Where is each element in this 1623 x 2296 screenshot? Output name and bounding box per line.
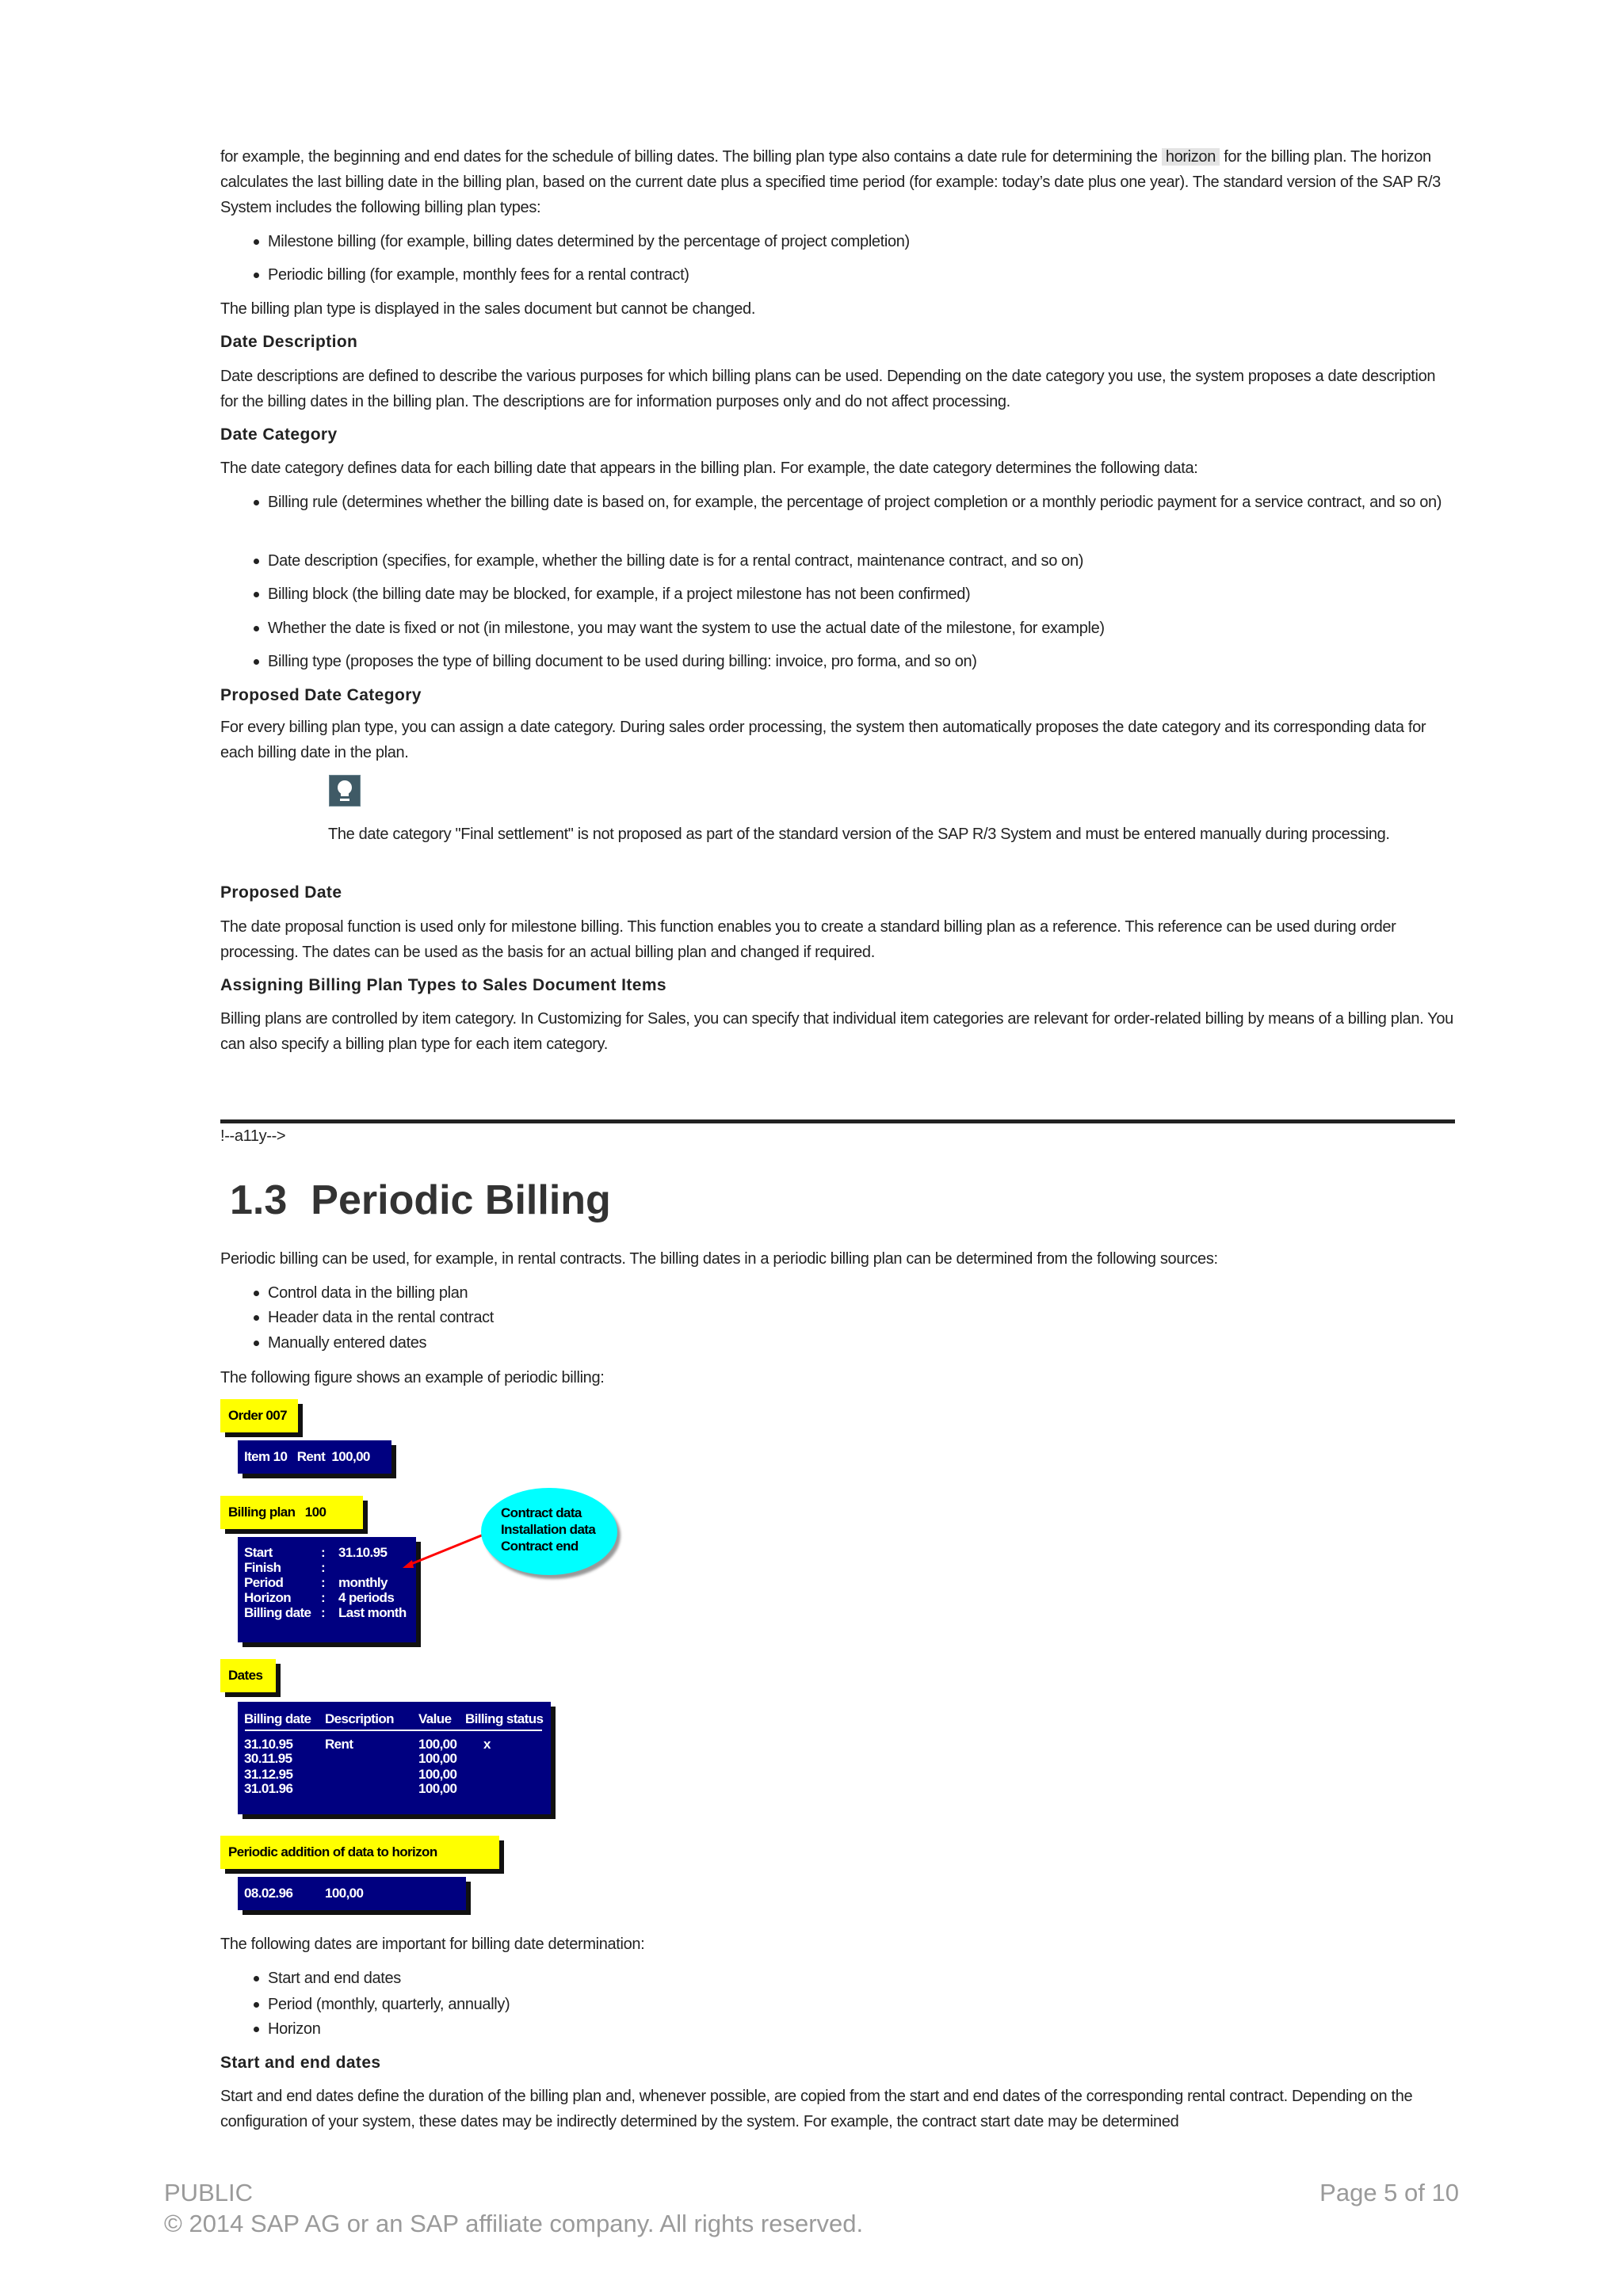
table-header: Billing status (465, 1711, 544, 1726)
list-item: Period (monthly, quarterly, annually) (268, 1992, 1457, 2017)
list-item: Manually entered dates (268, 1330, 1457, 1356)
added-value: 100,00 (325, 1886, 364, 1901)
heading-date-category: Date Category (220, 425, 338, 444)
billing-plan-details (238, 1537, 416, 1642)
table-cell: 30.11.95 (244, 1751, 292, 1766)
paragraph: For every billing plan type, you can assign a date category. During sales order processing, the system then automatically proposes the date category and its corresponding data for each billing date in the plan. (220, 719, 1426, 761)
item-text: Item 10 Rent 100,00 (244, 1449, 370, 1464)
billing-plan-label: Billing plan 100 (220, 1496, 363, 1529)
periodic-addition-label: Periodic addition of data to horizon (220, 1836, 499, 1869)
table-cell: 31.12.95 (244, 1767, 293, 1782)
list-item: Periodic billing (for example, monthly fees for a rental contract) (268, 262, 1457, 288)
plan-value: 31.10.95 (338, 1545, 388, 1560)
lightbulb-icon (329, 775, 361, 807)
table-header: Value (418, 1711, 452, 1726)
contract-data-callout (481, 1488, 617, 1575)
table-cell: 31.01.96 (244, 1781, 293, 1796)
list-item: Billing rule (determines whether the billing date is based on, for example, the percentage of project completion or a monthly periodic payment for a service contract, and so on) (268, 490, 1457, 515)
section-number: 1.3 (230, 1177, 288, 1223)
table-cell: 100,00 (418, 1751, 457, 1766)
paragraph: The following dates are important for billing date determination: (220, 1936, 645, 1953)
paragraph: Date descriptions are defined to describe the various purposes for which billing plans can be used. Depending on the date category you use, the system proposes a date description for the billing dates in the billing plan. The descriptions are for information purposes only and do not affect processing. (220, 368, 1436, 410)
dates-label: Dates (220, 1659, 276, 1692)
intro-paragraph (220, 144, 1457, 220)
added-date-box (238, 1877, 466, 1910)
list-item: Billing type (proposes the type of billing document to be used during billing: invoice, pro forma, and so on) (268, 649, 1457, 674)
callout-line: Contract end (501, 1539, 579, 1554)
table-cell: Rent (325, 1737, 353, 1752)
table-header-rule (245, 1730, 542, 1731)
table-header: Description (325, 1711, 394, 1726)
footer-page-number: Page 5 of 10 (1319, 2179, 1459, 2206)
heading-proposed-date-category: Proposed Date Category (220, 686, 422, 704)
paragraph: The date proposal function is used only for milestone billing. This function enables you to create a standard billing plan as a reference. This reference can be used during order processing. The dates can be used as the basis for an actual billing plan and changed if required. (220, 918, 1396, 961)
plan-label: Horizon (244, 1590, 292, 1605)
heading-assigning: Assigning Billing Plan Types to Sales Document Items (220, 976, 667, 994)
plan-value: Last month (338, 1605, 407, 1620)
paragraph: The date category defines data for each billing date that appears in the billing plan. For example, the date category determines the following data: (220, 460, 1198, 477)
table-header: Billing date (244, 1711, 311, 1726)
a11y-marker: !--a11y--> (220, 1127, 286, 1145)
paragraph: The billing plan type is displayed in the sales document but cannot be changed. (220, 300, 756, 318)
footer-copyright: © 2014 SAP AG or an SAP affiliate company. All rights reserved. (164, 2210, 864, 2237)
list-item: Header data in the rental contract (268, 1305, 1457, 1330)
list-item: Billing block (the billing date may be blocked, for example, if a project milestone has not been confirmed) (268, 582, 1457, 607)
plan-label: Start (244, 1545, 273, 1560)
table-cell: 100,00 (418, 1767, 457, 1782)
callout-line: Contract data (501, 1505, 582, 1520)
table-cell: x (483, 1737, 491, 1752)
added-date: 08.02.96 (244, 1886, 293, 1901)
paragraph: Start and end dates define the duration of the billing plan and, whenever possible, are copied from the start and end dates of the corresponding rental contract. Depending on the configuration of your system, these dates may be indirectly determined by the system. For example, the contract start date may be determined (220, 2088, 1413, 2130)
plan-label: Period (244, 1575, 284, 1590)
plan-value: monthly (338, 1575, 388, 1590)
dates-table (238, 1702, 551, 1814)
paragraph: The following figure shows an example of periodic billing: (220, 1369, 605, 1386)
plan-label: Billing date (244, 1605, 311, 1620)
list-item: Date description (specifies, for example, whether the billing date is for a rental contract, maintenance contract, and so on) (268, 548, 1457, 574)
section-title-text: Periodic Billing (311, 1177, 611, 1223)
horizon-term-highlight: horizon (1162, 148, 1220, 166)
list-item: Control data in the billing plan (268, 1280, 1457, 1306)
list-item: Milestone billing (for example, billing dates determined by the percentage of project completion) (268, 229, 1457, 254)
footer-classification: PUBLIC (164, 2179, 253, 2206)
table-cell: 100,00 (418, 1781, 457, 1796)
section-title (230, 1173, 611, 1228)
table-cell: 31.10.95 (244, 1737, 293, 1752)
list-item: Whether the date is fixed or not (in milestone, you may want the system to use the actual date of the milestone, for example) (268, 616, 1457, 641)
table-cell: 100,00 (418, 1737, 457, 1752)
order-label: Order 007 (220, 1399, 298, 1432)
list-item: Horizon (268, 2016, 1457, 2042)
callout-line: Installation data (501, 1522, 596, 1537)
heading-proposed-date: Proposed Date (220, 883, 342, 902)
paragraph: Billing plans are controlled by item category. In Customizing for Sales, you can specify that individual item categories are relevant for order-related billing by means of a billing plan. You can also specify a billing plan type for each item category. (220, 1010, 1453, 1053)
plan-colons: : : : : : (321, 1545, 326, 1620)
red-arrow-icon (396, 1525, 491, 1573)
list-item: Start and end dates (268, 1966, 1457, 1991)
heading-start-end-dates: Start and end dates (220, 2054, 381, 2072)
item-box (238, 1440, 391, 1474)
intro-text-cont: for the billing plan. The horizon calculates the last billing date in the billing plan, based on the current date plus a specified time period (for example: today’s date plus one year). The standard version of the SAP R/3 System includes the following billing plan types: (220, 148, 1441, 216)
plan-label: Finish (244, 1560, 281, 1575)
paragraph: Periodic billing can be used, for example, in rental contracts. The billing dates in a periodic billing plan can be determined from the following sources: (220, 1250, 1218, 1268)
plan-value: 4 periods (338, 1590, 395, 1605)
heading-date-description: Date Description (220, 333, 358, 351)
intro-text: for example, the beginning and end dates for the schedule of billing dates. The billing plan type also contains a date rule for determining the (220, 148, 1158, 166)
note-text: The date category "Final settlement" is not proposed as part of the standard version of the SAP R/3 System and must be entered manually during processing. (328, 826, 1390, 843)
